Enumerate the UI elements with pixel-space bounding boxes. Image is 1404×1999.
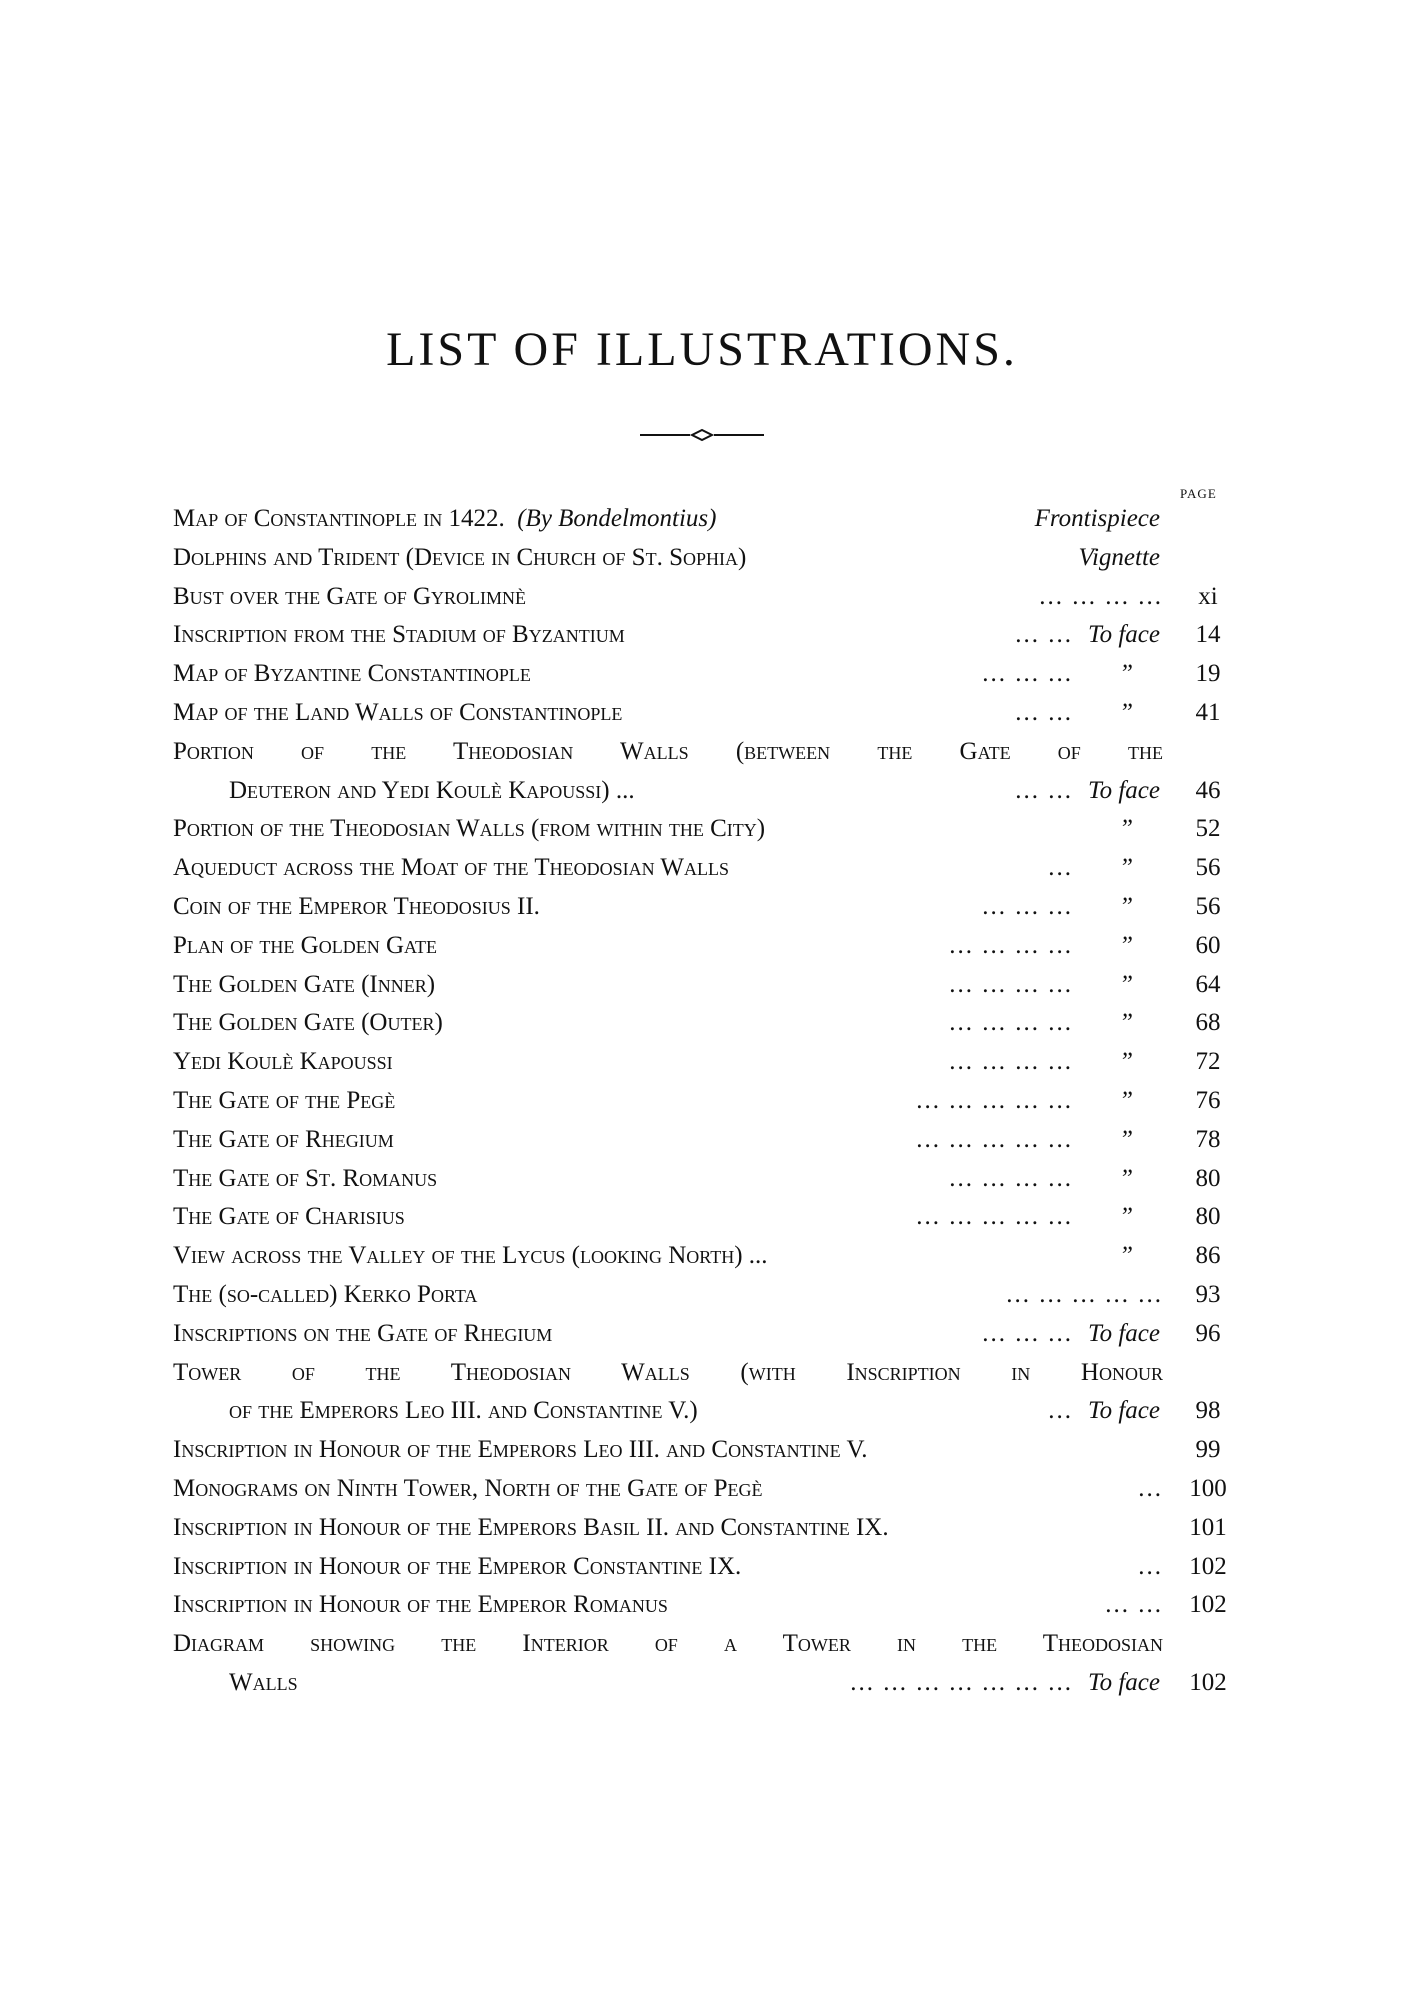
entry-note: To face	[1088, 1397, 1160, 1425]
entry-note: To face	[1088, 1668, 1160, 1696]
entry-dots: ... ...	[1015, 621, 1073, 649]
entry-dots: ...	[1048, 854, 1073, 882]
entry-page: 96	[1195, 1319, 1221, 1347]
entry-note: ”	[1119, 1048, 1133, 1076]
entry-dots: ... ... ...	[982, 1319, 1073, 1347]
entry-text: The Golden Gate (Outer)	[173, 1009, 443, 1037]
entry-page: 80	[1195, 1164, 1221, 1192]
entry-note: ”	[1119, 1009, 1133, 1037]
entry-text: Deuteron and Yedi Koulè Kapoussi) ...	[229, 776, 635, 804]
entry-text: Inscription in Honour of the Emperors Basil II. and Constantine IX.	[173, 1513, 889, 1541]
entry-text: Tower of the Theodosian Walls (with Inscription in Honour	[173, 1358, 1163, 1386]
entry-note: ”	[1119, 815, 1133, 843]
entry-note: To face	[1088, 1319, 1160, 1347]
entry-text: The Gate of St. Romanus	[173, 1164, 438, 1192]
entry-page: 99	[1195, 1436, 1221, 1464]
entry-page: 56	[1195, 854, 1221, 882]
entry-text: Inscriptions on the Gate of Rhegium	[173, 1319, 553, 1347]
page-title: LIST OF ILLUSTRATIONS.	[386, 323, 1018, 376]
entry-text: Aqueduct across the Moat of the Theodosian Walls	[173, 854, 730, 882]
entry-page: 100	[1189, 1474, 1227, 1502]
list-item	[173, 1392, 1233, 1431]
list-item	[173, 1548, 1233, 1587]
entry-dots: ... ... ... ... ...	[916, 1203, 1073, 1231]
entry-note: ”	[1119, 892, 1133, 920]
list-item	[173, 616, 1233, 655]
list-item	[173, 849, 1233, 888]
list-item	[173, 1586, 1233, 1625]
list-item	[173, 1276, 1233, 1315]
list-item	[173, 1431, 1233, 1470]
entry-dots: ... ...	[1015, 698, 1073, 726]
entry-page: 56	[1195, 892, 1221, 920]
list-item	[173, 1237, 1233, 1276]
list-item	[173, 694, 1233, 733]
entry-text: Inscription from the Stadium of Byzantium	[173, 621, 625, 649]
entry-dots: ... ... ... ... ... ... ...	[850, 1668, 1073, 1696]
list-item	[173, 1664, 1233, 1703]
entry-page: 101	[1189, 1513, 1227, 1541]
list-item	[173, 1121, 1233, 1160]
entry-page: 80	[1195, 1203, 1221, 1231]
entry-text: Map of Constantinople in 1422. (By Bondelmontius)	[173, 505, 717, 532]
entry-page: 78	[1195, 1125, 1221, 1153]
entry-dots: ...	[1048, 1397, 1073, 1425]
entry-note: ”	[1119, 1125, 1133, 1153]
list-item	[173, 1509, 1233, 1548]
entry-text: Dolphins and Trident (Device in Church of St. Sophia)	[173, 543, 747, 571]
entry-dots: ... ...	[1105, 1591, 1163, 1619]
list-item	[173, 1198, 1233, 1237]
list-item	[173, 1082, 1233, 1121]
entry-dots: ...	[1138, 1474, 1163, 1502]
entry-page: 46	[1195, 776, 1221, 804]
entry-text: The (so-called) Kerko Porta	[173, 1280, 478, 1308]
entry-dots: ... ... ... ...	[949, 931, 1073, 959]
list-item	[173, 1315, 1233, 1354]
list-item	[173, 1043, 1233, 1082]
entry-note: To face	[1088, 621, 1160, 649]
entry-note: ”	[1119, 931, 1133, 959]
entry-page: 60	[1195, 931, 1221, 959]
entry-page: 64	[1195, 970, 1221, 998]
list-item	[173, 578, 1233, 617]
entry-page: 19	[1195, 660, 1221, 688]
entry-note: ”	[1119, 854, 1133, 882]
list-item	[173, 1625, 1233, 1664]
entry-page: 86	[1195, 1242, 1221, 1270]
entry-dots: ... ... ... ... ...	[916, 1086, 1073, 1114]
page-column-header: PAGE	[1180, 486, 1217, 501]
entry-note: ”	[1119, 970, 1133, 998]
entry-dots: ... ... ... ... ...	[1006, 1280, 1163, 1308]
entry-note: ”	[1119, 1086, 1133, 1114]
entry-note: ”	[1119, 698, 1133, 726]
entry-text: Coin of the Emperor Theodosius II.	[173, 892, 540, 920]
list-item	[173, 927, 1233, 966]
list-item	[173, 888, 1233, 927]
list-item	[173, 810, 1233, 849]
entry-text: Inscription in Honour of the Emperors Leo III. and Constantine V.	[173, 1436, 868, 1464]
entry-dots: ... ... ... ...	[1039, 582, 1163, 610]
entry-note: ”	[1119, 1242, 1133, 1270]
entry-text: The Golden Gate (Inner)	[173, 970, 436, 998]
entry-dots: ...	[1138, 1552, 1163, 1580]
entry-text: Inscription in Honour of the Emperor Constantine IX.	[173, 1552, 742, 1580]
divider-ornament-icon	[640, 428, 764, 442]
entry-page: 52	[1195, 815, 1221, 843]
entry-dots: ... ... ... ...	[949, 1009, 1073, 1037]
entry-note: ”	[1119, 1164, 1133, 1192]
list-item	[173, 1354, 1233, 1393]
entry-dots: ... ... ...	[982, 892, 1073, 920]
entry-text: Portion of the Theodosian Walls (from within the City)	[173, 815, 766, 843]
entry-page: 102	[1189, 1668, 1227, 1696]
entry-text: The Gate of the Pegè	[173, 1086, 396, 1114]
list-item	[173, 733, 1233, 772]
list-item	[173, 1004, 1233, 1043]
list-item	[173, 539, 1233, 578]
list-item	[173, 966, 1233, 1005]
entry-page: 41	[1195, 698, 1221, 726]
entry-page: 93	[1195, 1280, 1221, 1308]
entry-dots: ... ... ... ... ...	[916, 1125, 1073, 1153]
entry-dots: ... ... ... ...	[949, 1048, 1073, 1076]
entry-text: Diagram showing the Interior of a Tower in the Theodosian	[173, 1630, 1163, 1658]
entry-dots: ... ... ...	[982, 660, 1073, 688]
entry-page: xi	[1198, 582, 1218, 610]
entry-page: 102	[1189, 1591, 1227, 1619]
entry-text: Plan of the Golden Gate	[173, 931, 437, 959]
entry-page: 72	[1195, 1048, 1221, 1076]
illustrations-list	[173, 500, 1233, 1703]
entry-text: The Gate of Charisius	[173, 1203, 405, 1231]
entry-dots: ... ...	[1015, 776, 1073, 804]
entry-text: Map of the Land Walls of Constantinople	[173, 698, 623, 726]
entry-text: Monograms on Ninth Tower, North of the Gate of Pegè	[173, 1474, 763, 1502]
entry-text: Map of Byzantine Constantinople	[173, 660, 531, 688]
list-item	[173, 1160, 1233, 1199]
entry-text: Walls	[229, 1668, 298, 1696]
entry-note: Frontispiece	[1034, 505, 1160, 532]
entry-page: 98	[1195, 1397, 1221, 1425]
list-item	[173, 772, 1233, 811]
entry-page: 102	[1189, 1552, 1227, 1580]
entry-text: Bust over the Gate of Gyrolimnè	[173, 582, 527, 610]
list-item	[173, 500, 1233, 539]
list-item	[173, 655, 1233, 694]
entry-text: Yedi Koulè Kapoussi	[173, 1048, 393, 1076]
list-item	[173, 1470, 1233, 1509]
entry-page: 76	[1195, 1086, 1221, 1114]
entry-dots: ... ... ... ...	[949, 970, 1073, 998]
entry-note: To face	[1088, 776, 1160, 804]
entry-text: Inscription in Honour of the Emperor Romanus	[173, 1591, 668, 1619]
entry-note: ”	[1119, 660, 1133, 688]
entry-note: Vignette	[1078, 543, 1160, 571]
entry-page: 68	[1195, 1009, 1221, 1037]
entry-dots: ... ... ... ...	[949, 1164, 1073, 1192]
entry-text: The Gate of Rhegium	[173, 1125, 394, 1153]
entry-text: of the Emperors Leo III. and Constantine V.)	[229, 1397, 698, 1425]
entry-page: 14	[1195, 621, 1221, 649]
entry-text: View across the Valley of the Lycus (looking North) ...	[173, 1242, 768, 1270]
entry-text: Portion of the Theodosian Walls (between the Gate of the	[173, 737, 1163, 765]
entry-note: ”	[1119, 1203, 1133, 1231]
